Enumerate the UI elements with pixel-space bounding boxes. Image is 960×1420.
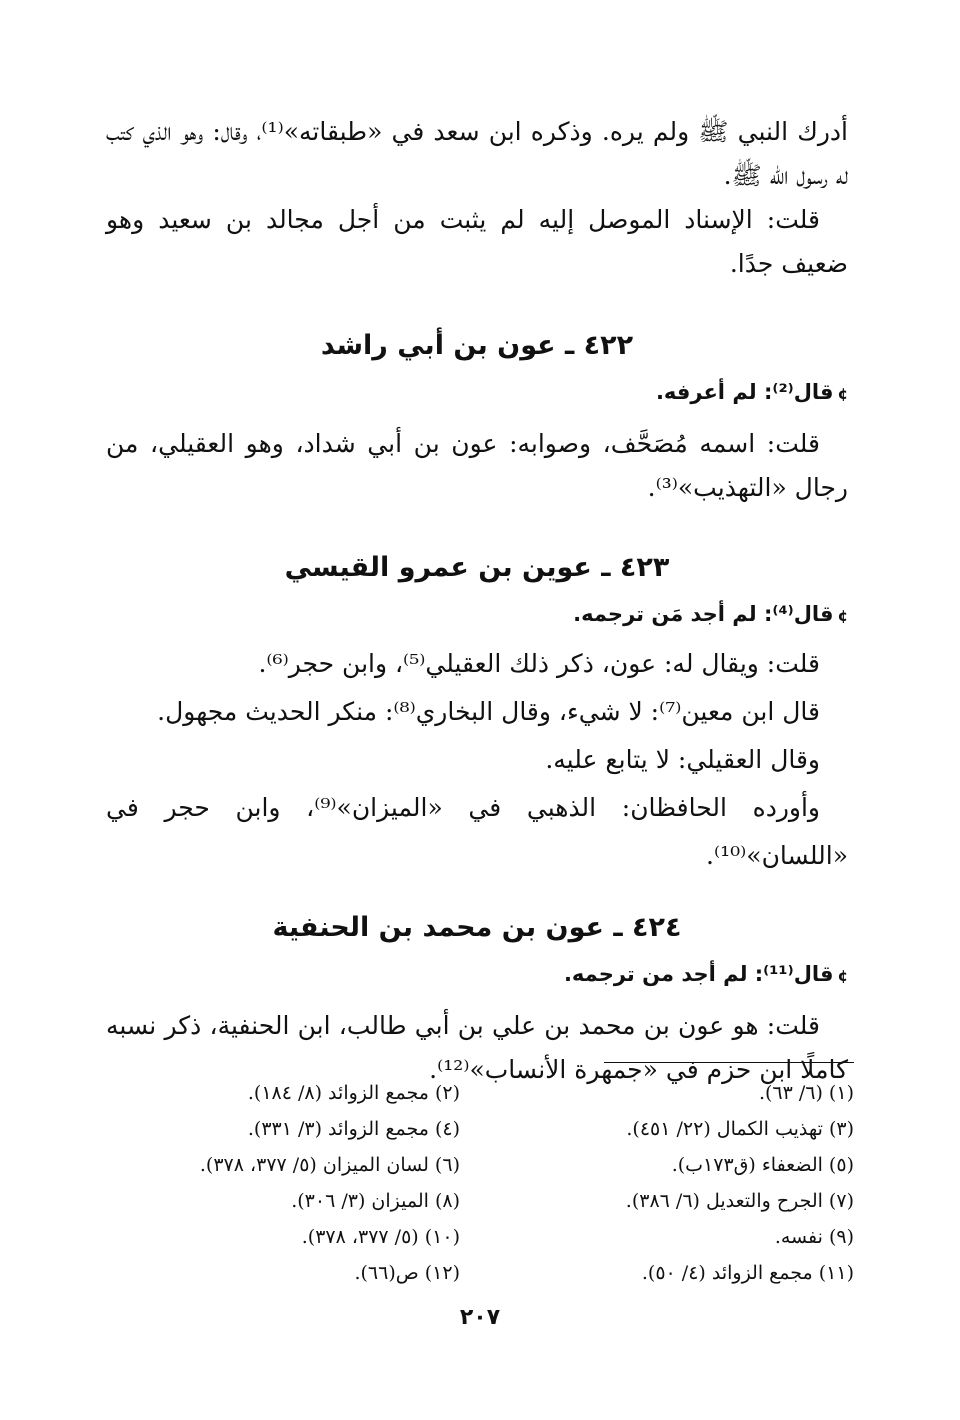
footnotes-left-column [130, 1075, 460, 1291]
footnote: (٦) لسان الميزان (٥/ ٣٧٧، ٣٧٨). [199, 1154, 460, 1176]
qal-line: ¢قال⁽²⁾: لم أعرفه. [655, 380, 848, 404]
entry-423 [106, 548, 848, 880]
qal-line: ¢قال⁽⁴⁾: لم أجد مَن ترجمه. [573, 602, 848, 626]
footnotes-right-column [524, 1075, 854, 1291]
entry-paragraph: قلت: ويقال له: عون، ذكر ذلك العقيلي⁽⁵⁾، وابن حجر⁽⁶⁾. [258, 649, 820, 678]
footnote: (١١) مجمع الزوائد (٤/ ٥٠). [641, 1262, 854, 1284]
footnote: (٤) مجمع الزوائد (٣/ ٣٣١). [247, 1118, 460, 1140]
main-text [106, 110, 848, 1092]
entry-paragraph: قلت: هو عون بن محمد بن علي بن أبي طالب، ابن الحنفية، ذكر نسبه كاملًا ابن حزم في «جمهرة الأنساب»⁽¹²⁾. [106, 1011, 848, 1084]
footnote: (٨) الميزان (٣/ ٣٠٦). [291, 1190, 460, 1212]
entry-paragraph: قلت: اسمه مُصَحَّف، وصوابه: عون بن أبي شداد، وهو العقيلي، من رجال «التهذيب»⁽³⁾. [106, 429, 848, 502]
intro-paragraph-1: أدرك النبي ﷺ ولم يره. وذكره ابن سعد في «طبقاته»⁽¹⁾، وقال: وهو الذي كتب له رسول الله ﷺ. [106, 117, 848, 190]
entry-paragraph: وقال العقيلي: لا يتابع عليه. [545, 745, 820, 774]
entry-title: ٤٢٣ ـ عوين بن عمرو القيسي [284, 552, 670, 583]
footnote: (١) (٦/ ٦٣). [758, 1082, 854, 1104]
entry-422 [106, 326, 848, 510]
footnote-separator [604, 1062, 854, 1063]
page-number: ٢٠٧ [459, 1305, 501, 1330]
intro-paragraph-2: قلت: الإسناد الموصل إليه لم يثبت من أجل مجالد بن سعيد وهو ضعيف جدًا. [106, 205, 848, 278]
bullet-icon: ¢ [837, 607, 848, 625]
footnote: (١٢) ص(٦٦). [354, 1262, 460, 1284]
entry-title: ٤٢٢ ـ عون بن أبي راشد [320, 330, 634, 361]
entry-424 [106, 908, 848, 1092]
footnote: (٥) الضعفاء (ق١٧٣ب). [671, 1154, 854, 1176]
entry-title: ٤٢٤ ـ عون بن محمد بن الحنفية [272, 912, 682, 943]
footnote: (١٠) (٥/ ٣٧٧، ٣٧٨). [301, 1226, 460, 1248]
footnote: (٢) مجمع الزوائد (٨/ ١٨٤). [247, 1082, 460, 1104]
entry-paragraph: قال ابن معين⁽⁷⁾: لا شيء، وقال البخاري⁽⁸⁾: منكر الحديث مجهول. [157, 697, 820, 726]
footnote: (٣) تهذيب الكمال (٢٢/ ٤٥١). [626, 1118, 854, 1140]
bullet-icon: ¢ [837, 967, 848, 985]
entry-paragraph: وأورده الحافظان: الذهبي في «الميزان»⁽⁹⁾، وابن حجر في «اللسان»⁽¹⁰⁾. [106, 793, 848, 870]
qal-line: ¢قال⁽¹¹⁾: لم أجد من ترجمه. [563, 962, 848, 986]
footnote: (٩) نفسه. [774, 1226, 854, 1248]
bullet-icon: ¢ [837, 385, 848, 403]
footnote: (٧) الجرح والتعديل (٦/ ٣٨٦). [625, 1190, 854, 1212]
